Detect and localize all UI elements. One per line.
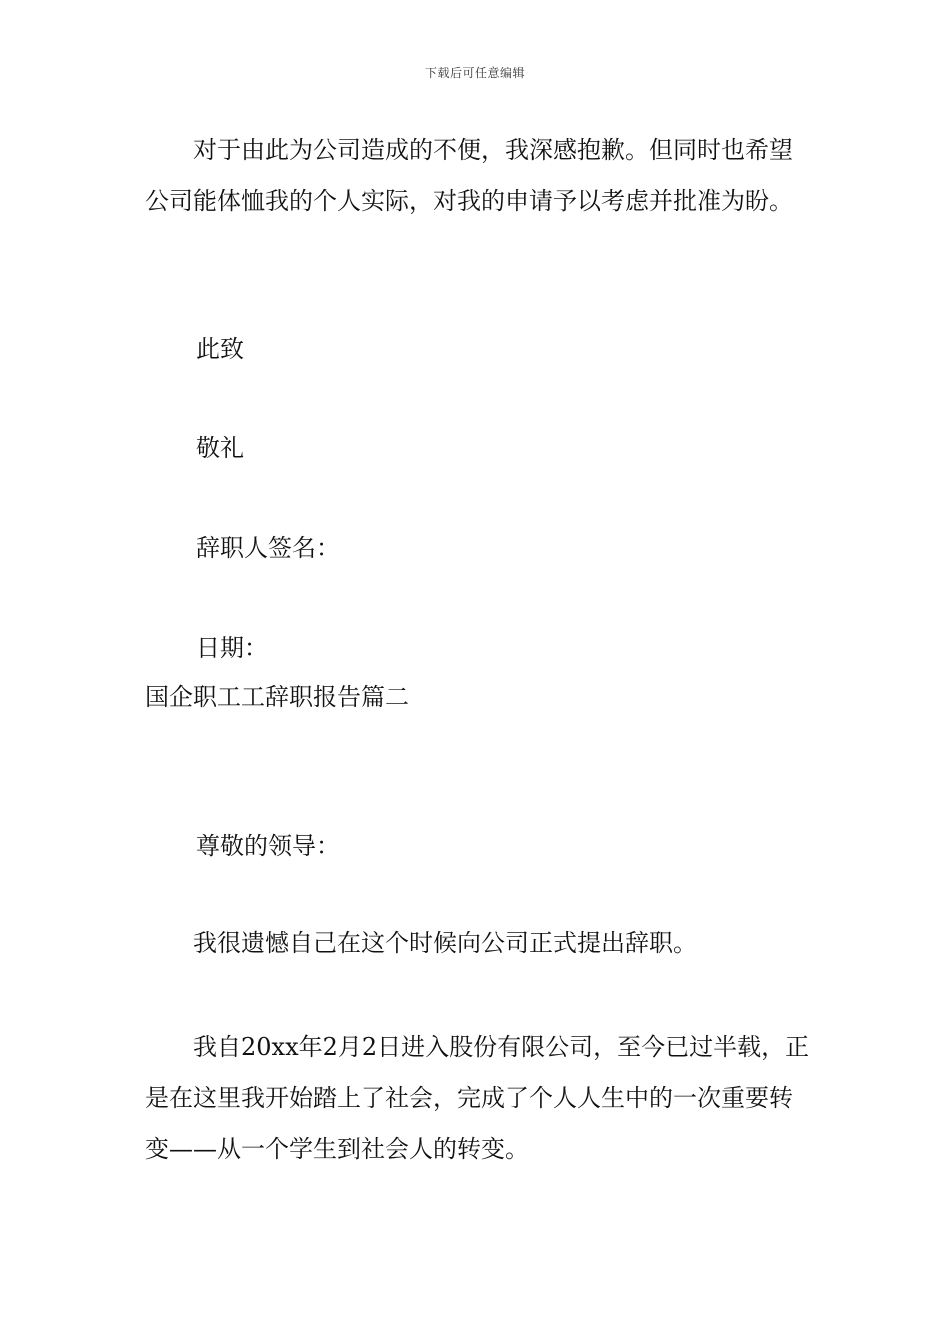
- header-note: 下载后可任意编辑: [424, 66, 525, 80]
- salutation: 尊敬的领导：: [196, 832, 340, 860]
- section-title: 国企职工工辞职报告篇二: [145, 683, 409, 711]
- paragraph-apology: 对于由此为公司造成的不便，我深感抱歉。但同时也希望公司能体恤我的个人实际，对我的申请予以考虑并批准为盼。: [145, 136, 793, 215]
- signature-label: 辞职人签名：: [196, 534, 340, 562]
- paragraph-history: 我自20xx年2月2日进入股份有限公司，至今已过半载，正是在这里我开始踏上了社会，完成了个人人生中的一次重要转变——从一个学生到社会人的转变。: [145, 1033, 810, 1163]
- closing-salutation-1: 此致: [196, 335, 244, 363]
- paragraph-intro: 我很遗憾自己在这个时候向公司正式提出辞职。: [193, 929, 697, 957]
- date-label: 日期：: [196, 634, 268, 662]
- closing-salutation-2: 敬礼: [196, 434, 244, 462]
